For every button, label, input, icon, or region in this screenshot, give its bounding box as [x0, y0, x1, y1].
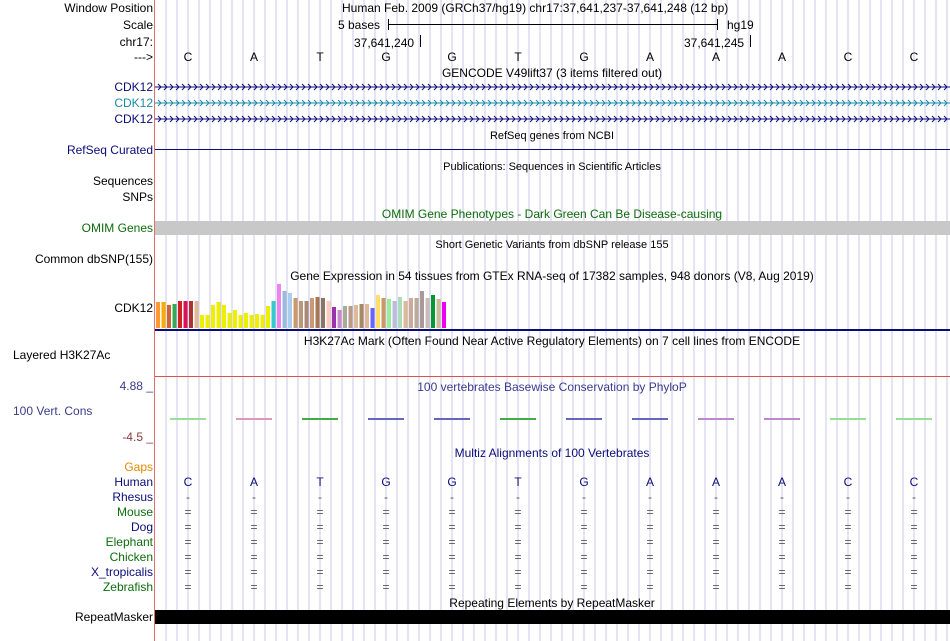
ruler-base: C — [909, 50, 919, 64]
gtex-tissue-bar[interactable] — [272, 301, 276, 328]
gencode-transcript[interactable] — [155, 100, 950, 106]
alignment-base: = — [910, 520, 918, 534]
gtex-tissue-bar[interactable] — [393, 301, 397, 328]
alignment-base: - — [252, 490, 256, 504]
ruler-base: G — [381, 50, 391, 64]
alignment-base: = — [316, 550, 324, 564]
alignment-base: = — [646, 535, 654, 549]
alignment-base: = — [382, 565, 390, 579]
alignment-base: A — [645, 475, 655, 489]
strand-label: ---> — [134, 50, 153, 64]
gtex-tissue-bar[interactable] — [371, 308, 375, 328]
assembly-text: hg19 — [727, 18, 754, 32]
gtex-tissue-bar[interactable] — [376, 295, 380, 328]
scale-bases-text: 5 bases — [338, 18, 381, 32]
gtex-tissue-bar[interactable] — [189, 301, 193, 328]
ruler-base: G — [447, 50, 457, 64]
alignment-base: - — [648, 490, 652, 504]
ruler-base: C — [183, 50, 193, 64]
alignment-base: = — [316, 505, 324, 519]
alignment-base: = — [910, 535, 918, 549]
gtex-tissue-bar[interactable] — [398, 297, 402, 328]
gtex-tissue-bar[interactable] — [167, 305, 171, 328]
alignment-base: G — [447, 475, 457, 489]
alignment-base: = — [514, 565, 522, 579]
phylop-title[interactable]: 100 vertebrates Basewise Conservation by PhyloP — [417, 380, 687, 394]
alignment-base: = — [250, 505, 258, 519]
species-label[interactable]: Zebrafish — [102, 580, 153, 594]
gtex-tissue-bar[interactable] — [365, 304, 369, 328]
repeatmasker-label[interactable]: RepeatMasker — [74, 610, 153, 624]
alignment-base: = — [448, 535, 456, 549]
window-position-label: Window Position — [64, 1, 153, 15]
gtex-tissue-bar[interactable] — [431, 295, 435, 328]
alignment-base: = — [778, 505, 786, 519]
alignment-base: = — [646, 520, 654, 534]
alignment-base: - — [780, 490, 784, 504]
alignment-base: = — [580, 550, 588, 564]
chrom-label: chr17: — [119, 35, 153, 49]
dbsnp-label[interactable]: Common dbSNP(155) — [34, 252, 153, 266]
alignment-base: - — [384, 490, 388, 504]
publications-snps-label[interactable]: SNPs — [122, 190, 153, 204]
dbsnp-title[interactable]: Short Genetic Variants from dbSNP release 155 — [435, 239, 669, 251]
coord-1: 37,641,240 — [354, 36, 415, 50]
gtex-tissue-bar[interactable] — [409, 298, 413, 328]
multiz-title[interactable]: Multiz Alignments of 100 Vertebrates — [454, 446, 650, 460]
alignment-base: = — [184, 520, 192, 534]
gtex-tissue-bar[interactable] — [316, 297, 320, 328]
gtex-tissue-bar[interactable] — [299, 301, 303, 328]
gtex-tissue-bar[interactable] — [338, 310, 342, 328]
gtex-tissue-bar[interactable] — [294, 298, 298, 328]
alignment-base: = — [712, 565, 720, 579]
alignment-base: = — [580, 565, 588, 579]
publications-sequences-label[interactable]: Sequences — [92, 174, 153, 188]
gtex-tissue-bar[interactable] — [277, 284, 281, 328]
gtex-tissue-bar[interactable] — [228, 313, 232, 328]
alignment-base: = — [382, 505, 390, 519]
gtex-label[interactable]: CDK12 — [114, 301, 153, 315]
alignment-base: = — [712, 520, 720, 534]
alignment-base: = — [844, 520, 852, 534]
alignment-base: = — [580, 520, 588, 534]
alignment-base: A — [711, 475, 721, 489]
gencode-transcript[interactable] — [155, 116, 950, 122]
alignment-base: = — [844, 580, 852, 594]
alignment-base: - — [912, 490, 916, 504]
gtex-title[interactable]: Gene Expression in 54 tissues from GTEx RNA-seq of 17382 samples, 948 donors (V8, Aug 2019) — [290, 269, 814, 283]
alignment-base: = — [382, 535, 390, 549]
alignment-base: = — [448, 520, 456, 534]
phylop-label[interactable]: 100 Vert. Cons — [13, 404, 93, 418]
alignment-base: C — [843, 475, 853, 489]
gtex-tissue-bar[interactable] — [420, 291, 424, 328]
gtex-tissue-bar[interactable] — [178, 301, 182, 328]
gtex-tissue-bar[interactable] — [217, 302, 221, 328]
alignment-base: = — [382, 520, 390, 534]
gencode-label-3[interactable]: CDK12 — [114, 112, 153, 126]
gtex-divider — [155, 329, 950, 331]
alignment-base: = — [250, 550, 258, 564]
alignment-base: - — [318, 490, 322, 504]
alignment-base: = — [646, 565, 654, 579]
gtex-tissue-bar[interactable] — [437, 299, 441, 328]
gtex-tissue-bar[interactable] — [382, 298, 386, 328]
alignment-base: = — [712, 580, 720, 594]
alignment-base: = — [580, 505, 588, 519]
alignment-base: = — [778, 565, 786, 579]
alignment-base: = — [910, 505, 918, 519]
alignment-base: = — [448, 550, 456, 564]
phylop-min: -4.5 _ — [122, 430, 153, 444]
alignment-base: = — [580, 535, 588, 549]
alignment-base: = — [316, 535, 324, 549]
alignment-base: = — [250, 535, 258, 549]
alignment-base: A — [777, 475, 787, 489]
gtex-tissue-bar[interactable] — [332, 307, 336, 328]
gtex-tissue-bar[interactable] — [415, 298, 419, 328]
gtex-tissue-bar[interactable] — [354, 305, 358, 328]
alignment-base: - — [846, 490, 850, 504]
ruler-base: C — [843, 50, 853, 64]
alignment-base: = — [514, 535, 522, 549]
alignment-base: = — [646, 580, 654, 594]
alignment-base: = — [712, 505, 720, 519]
alignment-base: = — [316, 520, 324, 534]
species-label[interactable]: Mouse — [116, 505, 153, 519]
gtex-tissue-bar[interactable] — [200, 315, 204, 328]
gtex-tissue-bar[interactable] — [321, 298, 325, 328]
gtex-tissue-bar[interactable] — [162, 302, 166, 328]
alignment-base: C — [183, 475, 193, 489]
ruler-base: A — [249, 50, 259, 64]
alignment-base: = — [778, 520, 786, 534]
gaps-label: Gaps — [124, 460, 153, 474]
species-label[interactable]: Rhesus — [112, 490, 153, 504]
h3k27ac-label[interactable]: Layered H3K27Ac — [13, 348, 111, 362]
alignment-base: = — [646, 550, 654, 564]
gtex-tissue-bar[interactable] — [173, 304, 177, 328]
gtex-tissue-bar[interactable] — [327, 301, 331, 328]
h3k27ac-title[interactable]: H3K27Ac Mark (Often Found Near Active Regulatory Elements) on 7 cell lines from ENCODE — [303, 334, 801, 348]
scale-label: Scale — [122, 18, 153, 32]
alignment-base: - — [582, 490, 586, 504]
ruler-base: G — [579, 50, 589, 64]
ruler-base: T — [316, 50, 324, 64]
alignment-base: - — [186, 490, 190, 504]
gtex-tissue-bar[interactable] — [310, 298, 314, 328]
alignment-base: = — [910, 580, 918, 594]
alignment-base: = — [316, 565, 324, 579]
gtex-tissue-bar[interactable] — [239, 315, 243, 328]
gtex-tissue-bar[interactable] — [255, 314, 259, 328]
alignment-base: - — [516, 490, 520, 504]
refseq-title[interactable]: RefSeq genes from NCBI — [489, 130, 615, 142]
alignment-base: = — [448, 505, 456, 519]
alignment-base: = — [448, 565, 456, 579]
gtex-tissue-bar[interactable] — [156, 302, 160, 328]
alignment-base: G — [579, 475, 589, 489]
alignment-base: = — [844, 550, 852, 564]
alignment-base: = — [844, 535, 852, 549]
ruler-base: T — [514, 50, 522, 64]
gtex-tissue-bar[interactable] — [305, 301, 309, 328]
gtex-tissue-bar[interactable] — [288, 293, 292, 328]
alignment-base: T — [514, 475, 522, 489]
alignment-base: = — [844, 505, 852, 519]
species-label[interactable]: Dog — [130, 520, 153, 534]
alignment-base: = — [184, 535, 192, 549]
alignment-base: = — [514, 550, 522, 564]
omim-label[interactable]: OMIM Genes — [81, 221, 153, 235]
alignment-base: G — [381, 475, 391, 489]
alignment-base: = — [712, 550, 720, 564]
gtex-tissue-bar[interactable] — [387, 299, 391, 328]
gtex-tissue-bar[interactable] — [283, 291, 287, 328]
alignment-base: = — [184, 550, 192, 564]
h3k27ac-baseline — [155, 376, 950, 377]
gtex-tissue-bar[interactable] — [222, 305, 226, 328]
alignment-base: = — [514, 580, 522, 594]
alignment-base: = — [844, 565, 852, 579]
species-label[interactable]: X_tropicalis — [90, 565, 153, 579]
coord-2: 37,641,245 — [684, 36, 745, 50]
alignment-base: = — [778, 580, 786, 594]
gencode-transcript[interactable] — [155, 84, 950, 90]
gtex-tissue-bar[interactable] — [250, 315, 254, 328]
alignment-base: = — [316, 580, 324, 594]
alignment-base: = — [184, 505, 192, 519]
alignment-base: = — [580, 580, 588, 594]
alignment-base: = — [910, 550, 918, 564]
ruler-base: A — [645, 50, 655, 64]
ruler-base: A — [711, 50, 721, 64]
alignment-base: = — [250, 520, 258, 534]
repeatmasker-bar[interactable] — [155, 610, 950, 624]
gtex-tissue-bar[interactable] — [233, 310, 237, 328]
species-label[interactable]: Elephant — [105, 535, 153, 549]
alignment-base: T — [316, 475, 324, 489]
omim-gene-bar[interactable] — [155, 221, 950, 235]
alignment-base: = — [778, 550, 786, 564]
gtex-tissue-bar[interactable] — [261, 315, 265, 328]
gtex-tissue-bar[interactable] — [195, 301, 199, 328]
refseq-label[interactable]: RefSeq Curated — [66, 143, 153, 157]
repeatmasker-title[interactable]: Repeating Elements by RepeatMasker — [449, 596, 655, 610]
gtex-tissue-bar[interactable] — [343, 306, 347, 328]
gencode-label-1[interactable]: CDK12 — [114, 80, 153, 94]
alignment-base: = — [514, 520, 522, 534]
gtex-tissue-bar[interactable] — [404, 301, 408, 328]
refseq-gene-line[interactable] — [155, 149, 950, 150]
alignment-base: = — [382, 550, 390, 564]
alignment-base: C — [909, 475, 919, 489]
alignment-base: - — [450, 490, 454, 504]
alignment-base: = — [646, 505, 654, 519]
gtex-tissue-bar[interactable] — [211, 305, 215, 328]
gtex-tissue-bar[interactable] — [266, 306, 270, 328]
gtex-tissue-bar[interactable] — [244, 313, 248, 328]
gencode-label-2[interactable]: CDK12 — [114, 96, 153, 110]
gtex-tissue-bar[interactable] — [206, 315, 210, 328]
publications-title[interactable]: Publications: Sequences in Scientific Articles — [443, 161, 661, 173]
alignment-base: = — [184, 565, 192, 579]
alignment-base: = — [448, 580, 456, 594]
ruler-base: A — [777, 50, 787, 64]
gtex-tissue-bar[interactable] — [442, 302, 446, 328]
gtex-tissue-bar[interactable] — [426, 298, 430, 328]
alignment-base: = — [910, 565, 918, 579]
alignment-base: = — [514, 505, 522, 519]
gencode-title[interactable]: GENCODE V49lift37 (3 items filtered out) — [441, 66, 663, 80]
alignment-base: = — [382, 580, 390, 594]
alignment-base: = — [250, 580, 258, 594]
phylop-max: 4.88 _ — [119, 379, 153, 393]
alignment-base: A — [249, 475, 259, 489]
alignment-base: = — [712, 535, 720, 549]
omim-title[interactable]: OMIM Gene Phenotypes - Dark Green Can Be Disease-causing — [381, 207, 723, 221]
alignment-base: = — [778, 535, 786, 549]
position-text: Human Feb. 2009 (GRCh37/hg19) chr17:37,641,237-37,641,248 (12 bp) — [342, 1, 729, 15]
gtex-tissue-bar[interactable] — [184, 301, 188, 328]
gtex-tissue-bar[interactable] — [360, 304, 364, 328]
alignment-base: = — [184, 580, 192, 594]
gtex-tissue-bar[interactable] — [349, 306, 353, 328]
species-label[interactable]: Human — [114, 475, 153, 489]
species-label[interactable]: Chicken — [109, 550, 153, 564]
alignment-base: = — [250, 565, 258, 579]
alignment-base: - — [714, 490, 718, 504]
